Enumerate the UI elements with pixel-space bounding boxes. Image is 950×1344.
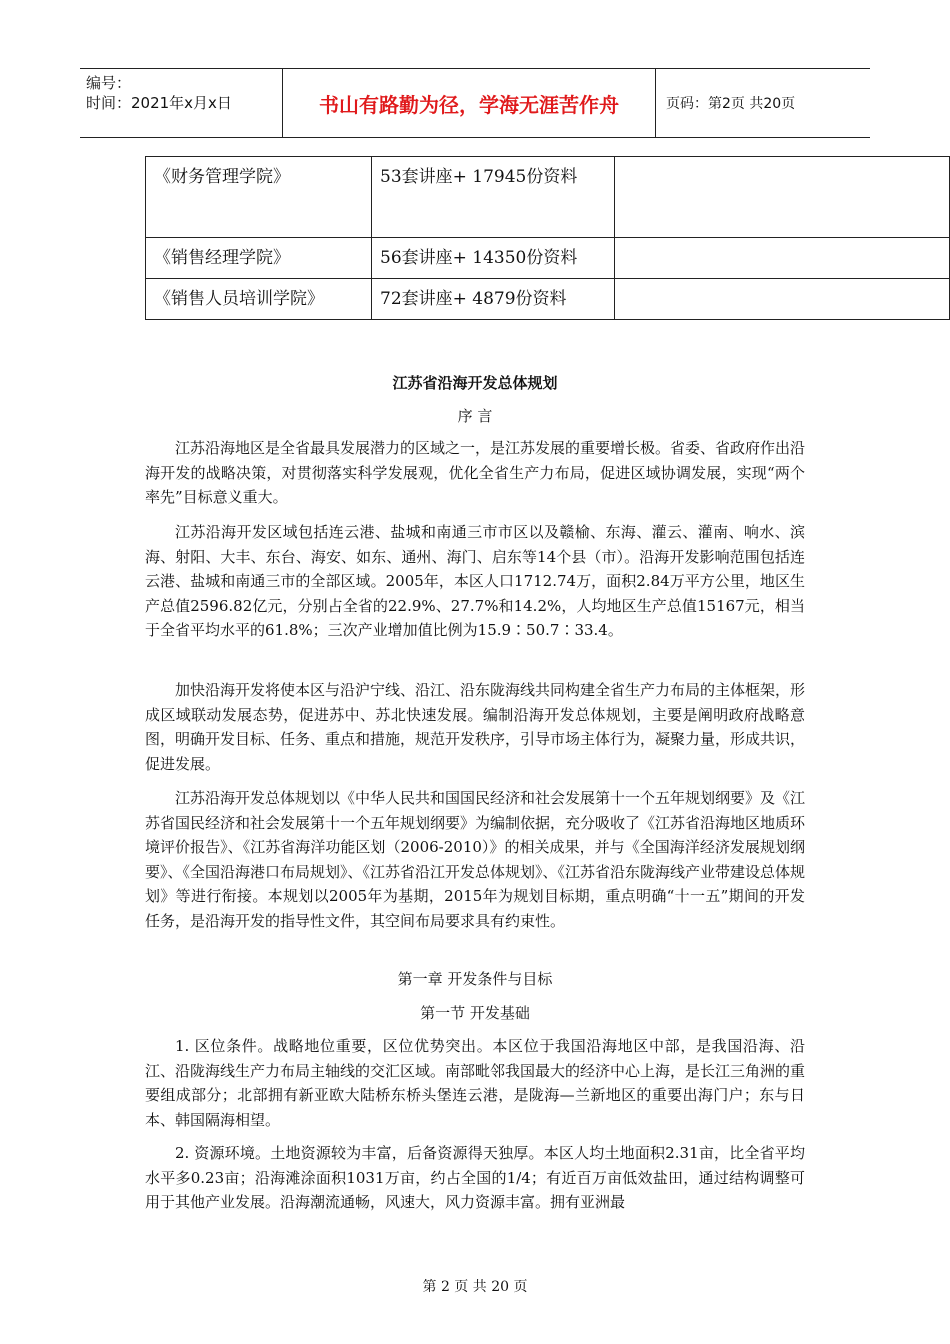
paragraph: 江苏沿海开发区域包括连云港、盐城和南通三市市区以及赣榆、东海、灌云、灌南、响水、滨海、射阳、大丰、东台、海安、如东、通州、海门、启东等14个县（市）。沿海开发影响范围包括连云港、盐城和南通三市的全部区域。2005年，本区人口1712.74万，面积2.84万平方公里，地区生产总值2596.82亿元，分别占全省的22.9%、27.7%和14.2%，人均地区生产总值15167元，相当于全省平均水平的61.8%；三次产业增加值比例为15.9∶50.7∶33.4。 — [145, 523, 805, 639]
paragraph: 2. 资源环境。土地资源较为丰富，后备资源得天独厚。本区人均土地面积2.31亩，比全省平均水平多0.23亩；沿海滩涂面积1031万亩，约占全国的1/4；有近百万亩低效盐田，通过结构调整可用于其他产业发展。沿海潮流通畅，风速大，风力资源丰富。拥有亚洲最 — [145, 1144, 805, 1211]
table-row — [146, 279, 950, 320]
document-date: 时间：2021年x月x日 — [86, 94, 232, 112]
table-cell-note — [615, 238, 950, 279]
resource-table — [145, 156, 950, 320]
table-cell-note — [615, 157, 950, 238]
document-number-label: 编号： — [86, 74, 132, 92]
table-cell-name: 《财务管理学院》 — [146, 157, 372, 238]
paragraph: 江苏沿海开发总体规划以《中华人民共和国国民经济和社会发展第十一个五年规划纲要》及《江苏省国民经济和社会发展第十一个五年规划纲要》为编制依据，充分吸收了《江苏省沿海地区地质环境评价报告》、《江苏省海洋功能区划（2006-2010）》的相关成果，并与《全国海洋经济发展规划纲要》、《全国沿海港口布局规划》、《江苏省沿江开发总体规划》、《江苏省沿东陇海线产业带建设总体规划》等进行衔接。本规划以2005年为基期，2015年为规划目标期，重点明确“十一五”期间的开发任务，是沿海开发的指导性文件，其空间布局要求具有约束性。 — [145, 789, 806, 930]
section-heading: 第一节 开发基础 — [420, 1004, 530, 1022]
page-footer: 第 2 页 共 20 页 — [422, 1279, 528, 1295]
chapter-heading: 第一章 开发条件与目标 — [397, 970, 553, 988]
document-title: 江苏省沿海开发总体规划 — [392, 374, 558, 392]
preface-heading: 序 言 — [457, 407, 493, 425]
table-cell-name: 《销售人员培训学院》 — [146, 279, 372, 320]
table-cell-note — [615, 279, 950, 320]
header-motto: 书山有路勤为径，学海无涯苦作舟 — [282, 69, 656, 137]
table-row — [146, 238, 950, 279]
header-page-info: 页码：第2页 共20页 — [666, 96, 796, 112]
table-cell-count: 53套讲座+ 17945份资料 — [372, 157, 615, 238]
paragraph: 1. 区位条件。战略地位重要，区位优势突出。本区位于我国沿海地区中部，是我国沿海、沿江、沿陇海线生产力布局主轴线的交汇区域。南部毗邻我国最大的经济中心上海，是长江三角洲的重要组成部分；北部拥有新亚欧大陆桥东桥头堡连云港，是陇海—兰新地区的重要出海门户；东与日本、韩国隔海相望。 — [145, 1037, 806, 1129]
header-meta — [80, 69, 282, 137]
table-row — [146, 157, 950, 238]
paragraph: 江苏沿海地区是全省最具发展潜力的区域之一，是江苏发展的重要增长极。省委、省政府作出沿海开发的战略决策，对贯彻落实科学发展观，优化全省生产力布局，促进区域协调发展，实现“两个率先”目标意义重大。 — [145, 439, 806, 506]
paragraph: 加快沿海开发将使本区与沿沪宁线、沿江、沿东陇海线共同构建全省生产力布局的主体框架，形成区域联动发展态势，促进苏中、苏北快速发展。编制沿海开发总体规划，主要是阐明政府战略意图，明确开发目标、任务、重点和措施，规范开发秩序，引导市场主体行为，凝聚力量，形成共识，促进发展。 — [145, 681, 806, 773]
table-cell-count: 56套讲座+ 14350份资料 — [372, 238, 615, 279]
page-header — [80, 68, 870, 138]
table-cell-name: 《销售经理学院》 — [146, 238, 372, 279]
table-cell-count: 72套讲座+ 4879份资料 — [372, 279, 615, 320]
